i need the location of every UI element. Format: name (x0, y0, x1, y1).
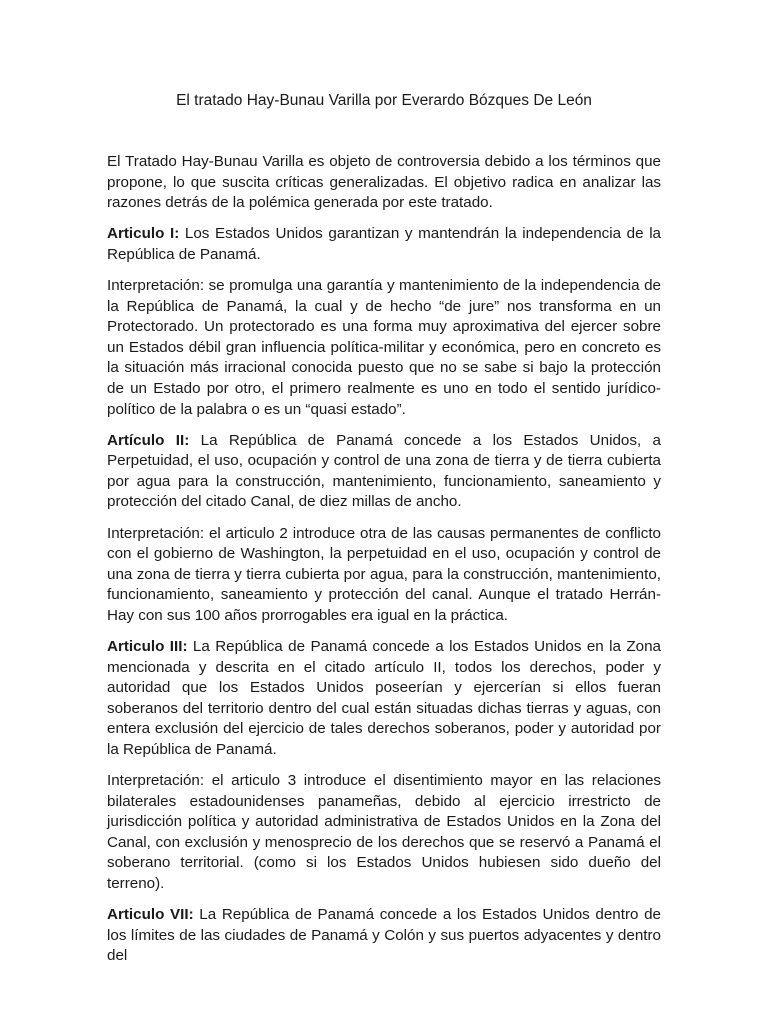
interpretation-1-paragraph (107, 276, 661, 420)
document-body (107, 152, 661, 977)
article-7-paragraph (107, 905, 661, 967)
paragraph-text: Los Estados Unidos garantizan y mantendrán la independencia de la República de Panamá. (107, 225, 662, 263)
article-1-label: Articulo I: (107, 225, 180, 243)
interpretation-2-paragraph (107, 524, 661, 627)
intro-paragraph (107, 152, 661, 214)
paragraph-text: Interpretación: se promulga una garantía y mantenimiento de la independencia de la República de Panamá, la cual y de hecho “de jure” nos transforma en un Protectorado. Un protectorado es una forma muy aproximativa del ejercer sobre un Estados débil gran influencia política-militar y económica, pero en concreto es la situación más irracional conocida puesto que no se sabe si bajo la protección de un Estado por otro, el primero realmente es uno en todo el sentido jurídico-político de la palabra o es un “quasi estado”. (107, 276, 661, 418)
article-2-label: Artículo II: (107, 431, 190, 449)
article-3-label: Articulo III: (107, 637, 188, 655)
paragraph-text: Interpretación: el articulo 3 introduce el disentimiento mayor en las relaciones bilaterales estadounidenses panameñas, debido al ejercicio irrestricto de jurisdicción política y autoridad administrativa de Estados Unidos en la Zona del Canal, con exclusión y menosprecio de los derechos que se reservó a Panamá el soberano territorial. (como si los Estados Unidos hubiesen sido dueño del terreno). (107, 772, 661, 892)
paragraph-text: La República de Panamá concede a los Estados Unidos dentro de los límites de las ciudades de Panamá y Colón y sus puertos adyacentes y dentro del (107, 906, 661, 965)
article-1-paragraph (107, 224, 661, 265)
paragraph-text: La República de Panamá concede a los Estados Unidos en la Zona mencionada y descrita en el citado artículo II, todos los derechos, poder y autoridad que los Estados Unidos poseerían y ejercerían si ellos fueran soberanos del territorio dentro del cual están situadas dichas tierras y aguas, con entera exclusión del ejercicio de tales derechos soberanos, poder y autoridad por la República de Panamá. (107, 637, 662, 758)
article-3-paragraph (107, 637, 661, 761)
interpretation-3-paragraph (107, 771, 661, 895)
paragraph-text: El Tratado Hay-Bunau Varilla es objeto de controversia debido a los términos que propone, lo que suscita críticas generalizadas. El objetivo radica en analizar las razones detrás de la polémica generada por este tratado. (107, 153, 661, 212)
article-7-label: Articulo VII: (107, 906, 194, 924)
paragraph-text: La República de Panamá concede a los Estados Unidos, a Perpetuidad, el uso, ocupación y control de una zona de tierra y de tierra cubierta por agua para la construcción, mantenimiento, funcionamiento, saneamiento y protección del citado Canal, de diez millas de ancho. (107, 431, 661, 511)
document-title: El tratado Hay-Bunau Varilla por Everardo Bózques De León (176, 92, 592, 109)
paragraph-text: Interpretación: el articulo 2 introduce otra de las causas permanentes de conflicto con el gobierno de Washington, la perpetuidad en el uso, ocupación y control de una zona de tierra y tierra cubierta por agua, para la construcción, mantenimiento, funcionamiento, saneamiento y protección del canal. Aunque el tratado Herrán-Hay con sus 100 años prorrogables era igual en la práctica. (107, 524, 661, 624)
article-2-paragraph (107, 431, 661, 513)
